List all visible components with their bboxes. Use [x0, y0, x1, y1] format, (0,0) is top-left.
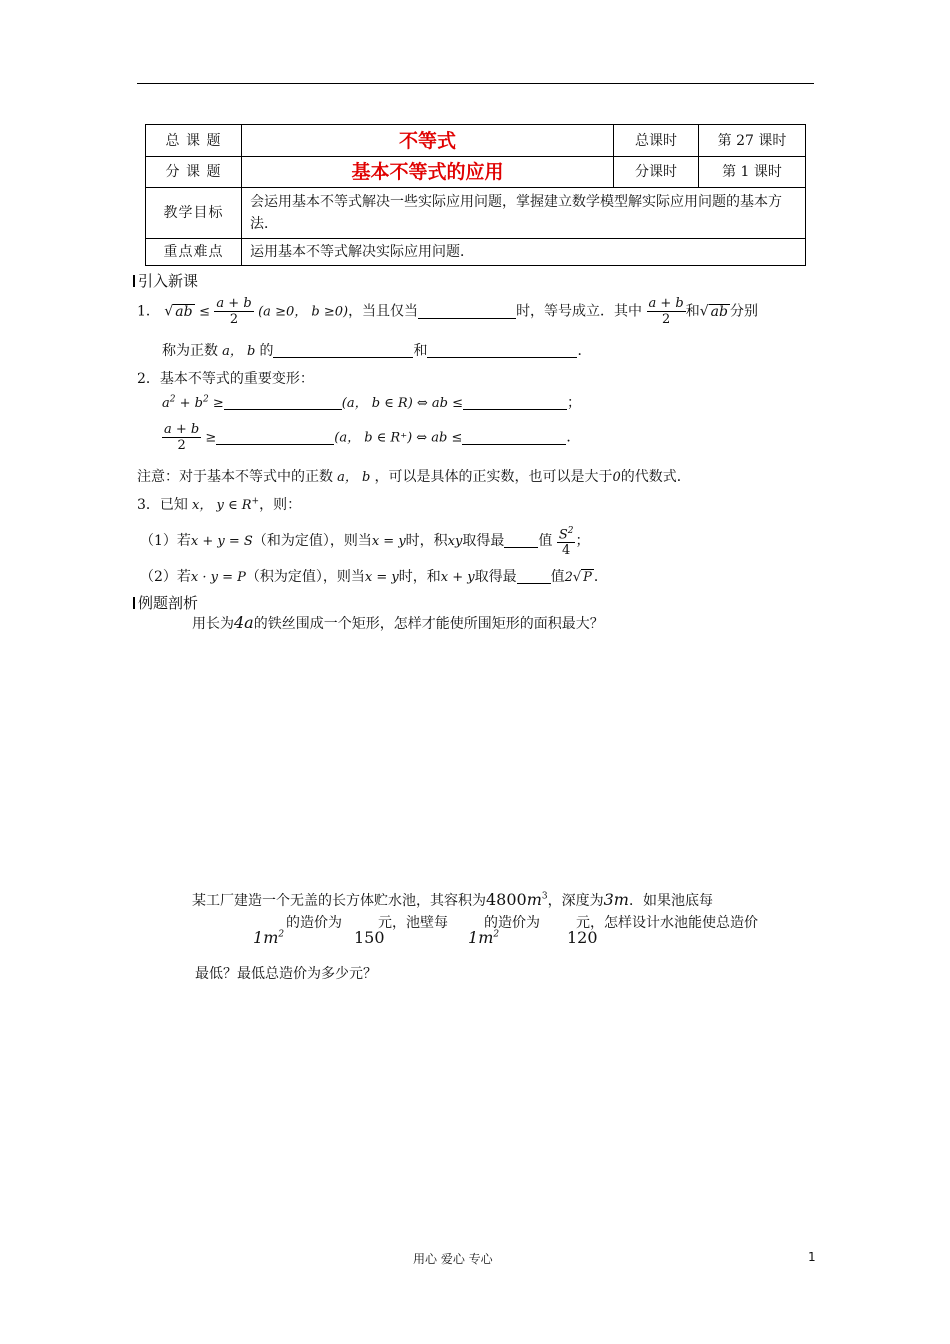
blank-variant-2b[interactable] [462, 430, 566, 445]
label-key-points: 重点难点 [146, 239, 242, 266]
sub-topic-title: 基本不等式的应用 [242, 157, 614, 188]
lesson-header-table [145, 124, 806, 266]
blank-equality-condition[interactable] [418, 304, 516, 319]
label-total-topic: 总 课 题 [146, 125, 242, 157]
unit-area-2: $1m^2$ [468, 928, 500, 947]
footer-motto: 用心 爱心 专心 [413, 1252, 493, 1266]
total-hours-value: 第 27 课时 [699, 125, 806, 157]
blank-variant-1b[interactable] [463, 395, 567, 410]
header-rule [137, 83, 814, 84]
label-teaching-goal: 教学目标 [146, 188, 242, 239]
item-2-heading: 2．基本不等式的重要变形： [137, 371, 314, 387]
item-2-variant-2: $\frac{a + b}{2}$ ≥ (a， b ∈ R⁺) ⇔ ab ≤ ． [164, 422, 581, 453]
item-1-line-1: 1． √ ab ≤ $\frac{a + b}{2}$ (a ≥0， b ≥0)，当且仅当 时，等号成立．其中 $\frac{a + b}{2}$ 和√ ab 分别 [137, 296, 758, 327]
blank-variant-1a[interactable] [224, 395, 342, 410]
item-3-heading: 3．已知 x， y ∈ R+，则： [137, 496, 302, 513]
teaching-goal-text: 会运用基本不等式解决一些实际应用问题，掌握建立数学模型解实际应用问题的基本方法． [242, 188, 806, 239]
key-points-text: 运用基本不等式解决实际应用问题． [242, 239, 806, 266]
item-3-case-1: （1）若x + y = S（和为定值），则当x = y时，积xy取得最 值 $\frac{S^2}{4}$ ； [140, 526, 590, 559]
example-2-line-3: 最低？最低总造价为多少元？ [195, 966, 377, 982]
item-2-variant-1: $a^2 + b^2 \ge (a$， b ∈ R) ⇔ ab ≤ ； [162, 394, 582, 411]
blank-variant-2a[interactable] [216, 430, 334, 445]
blank-case-1[interactable] [504, 533, 538, 548]
label-sub-hours: 分课时 [614, 157, 699, 188]
example-1-text: 用长为4a的铁丝围成一个矩形，怎样才能使所围矩形的面积最大？ [192, 613, 604, 632]
blank-case-2[interactable] [517, 569, 551, 584]
section-examples-heading: 例题剖析 [133, 592, 198, 613]
unit-area-1: $1m^2$ [253, 928, 285, 947]
item-3-case-2: （2）若x · y = P（积为定值），则当x = y时，和x + y取得最 值2√ P ． [140, 569, 608, 585]
total-topic-title: 不等式 [242, 125, 614, 157]
blank-name-1[interactable] [273, 343, 413, 358]
price-wall: 120 [567, 928, 598, 947]
section-intro-heading: 引入新课 [133, 270, 198, 291]
label-sub-topic: 分 课 题 [146, 157, 242, 188]
blank-name-2[interactable] [427, 343, 577, 358]
example-2-line-1: 某工厂建造一个无盖的长方体贮水池，其容积为$4800m^3$，深度为3m．如果池底每 [192, 890, 713, 909]
price-bottom: 150 [354, 928, 385, 947]
sub-hours-value: 第 1 课时 [699, 157, 806, 188]
example-2-line-2: 的造价为 元，池壁每 的造价为 元，怎样设计水池能使总造价 [286, 915, 758, 931]
note-line: 注意：对于基本不等式中的正数 a， b ，可以是具体的正实数，也可以是大于0的代数式． [137, 469, 691, 485]
page-number: 1 [808, 1250, 816, 1264]
item-1-line-2: 称为正数 a， b 的 和 ． [162, 343, 592, 359]
label-total-hours: 总课时 [614, 125, 699, 157]
